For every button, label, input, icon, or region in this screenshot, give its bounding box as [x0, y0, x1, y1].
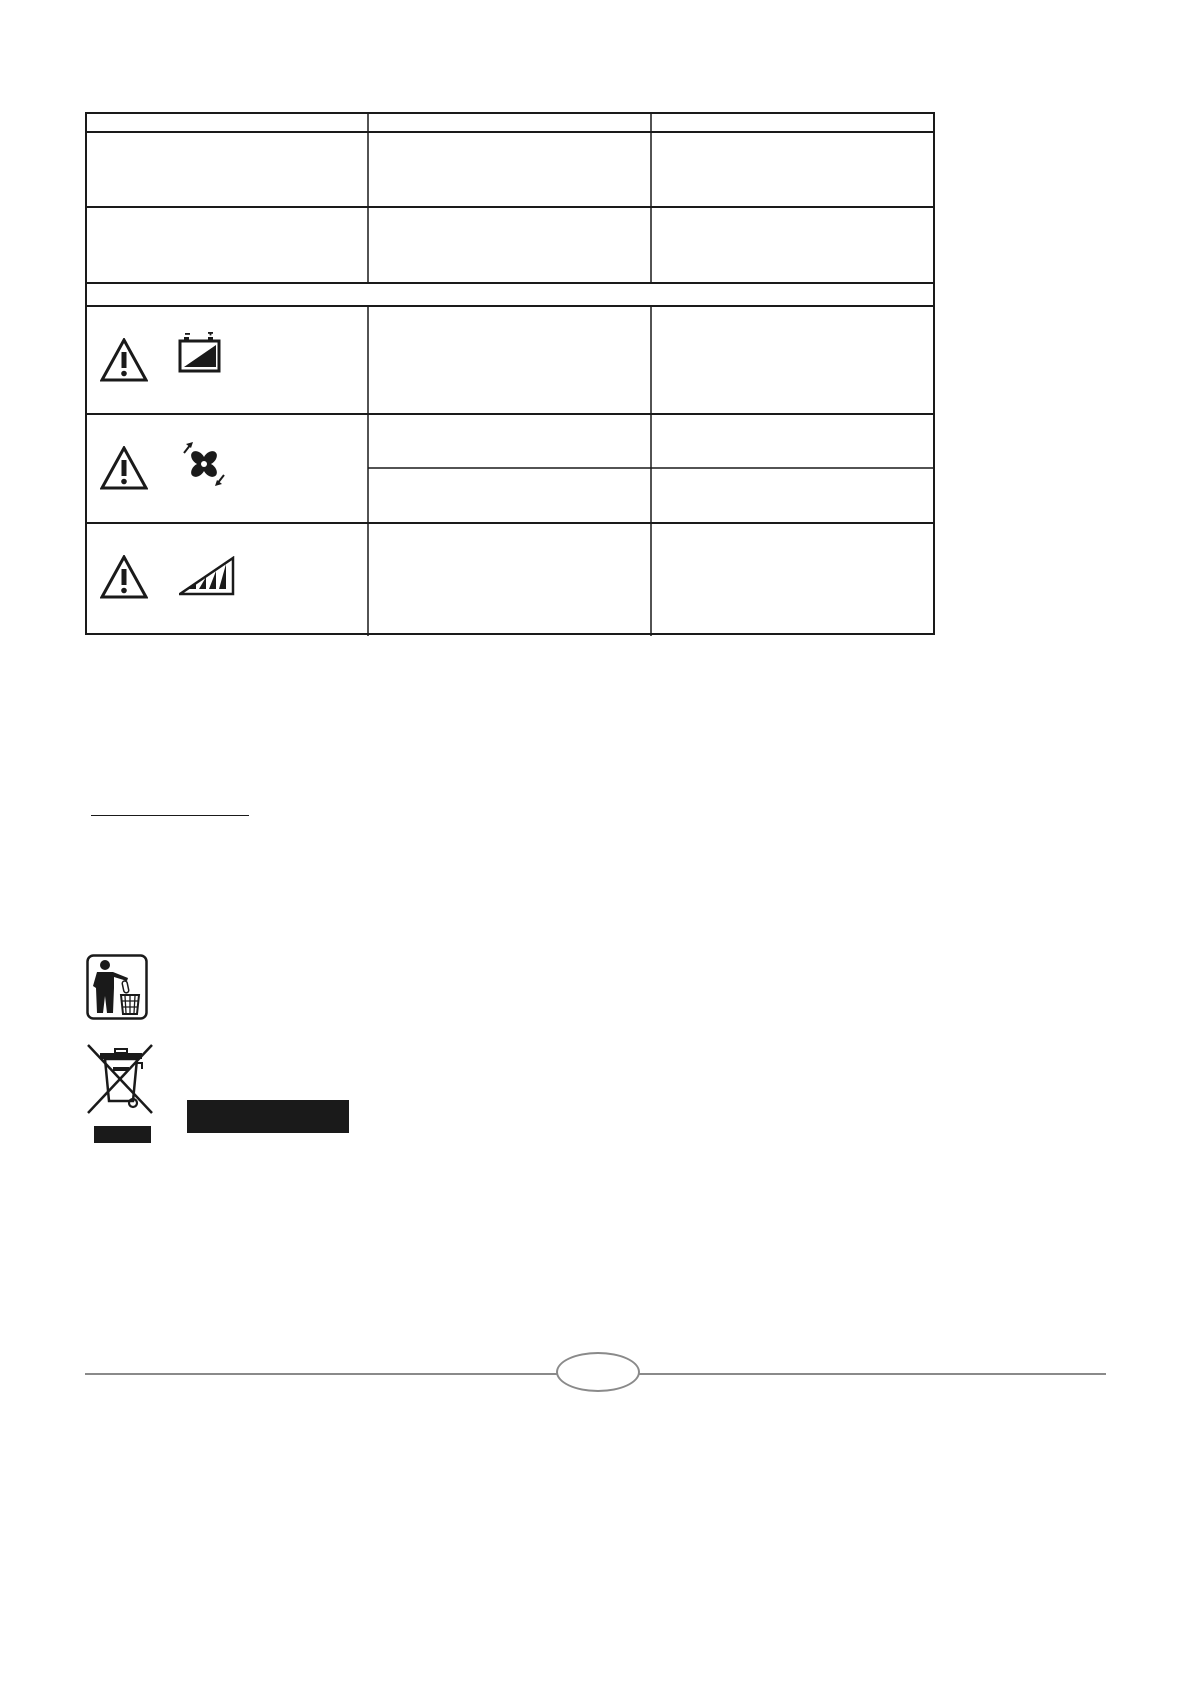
table-cell — [651, 207, 935, 283]
crossed-out-wheelie-bin-icon — [86, 1043, 156, 1117]
litter-bin-icon — [86, 954, 148, 1020]
footer-rule-right — [638, 1373, 1106, 1375]
table-cell — [368, 132, 651, 207]
table-cell — [651, 414, 935, 468]
table-header-cell — [651, 112, 935, 132]
troubleshooting-table — [85, 112, 935, 636]
fan-icon — [181, 442, 227, 486]
section-heading-underline — [91, 815, 249, 816]
disposal-label — [187, 1100, 349, 1133]
table-header-cell — [368, 112, 651, 132]
section-heading — [91, 796, 391, 814]
table-row — [85, 132, 368, 207]
table-header-cell — [85, 112, 368, 132]
table-row-fan-alarm — [85, 414, 368, 523]
page-number-badge — [556, 1352, 640, 1392]
signal-level-icon — [179, 556, 235, 596]
weee-bar — [94, 1126, 151, 1143]
table-cell — [651, 132, 935, 207]
table-section-heading — [85, 283, 935, 306]
table-cell — [651, 468, 935, 523]
table-cell — [651, 306, 935, 414]
table-cell — [651, 523, 935, 636]
battery-icon — [178, 332, 222, 374]
table-row — [85, 207, 368, 283]
table-cell — [368, 468, 651, 523]
table-cell — [368, 523, 651, 636]
footer-rule-left — [85, 1373, 557, 1375]
table-cell — [368, 414, 651, 468]
table-cell — [368, 207, 651, 283]
table-row-battery-alarm — [85, 306, 368, 414]
warning-triangle-icon — [100, 555, 148, 599]
table-row-level-alarm — [85, 523, 368, 636]
warning-triangle-icon — [100, 446, 148, 490]
warning-triangle-icon — [100, 338, 148, 382]
table-cell — [368, 306, 651, 414]
